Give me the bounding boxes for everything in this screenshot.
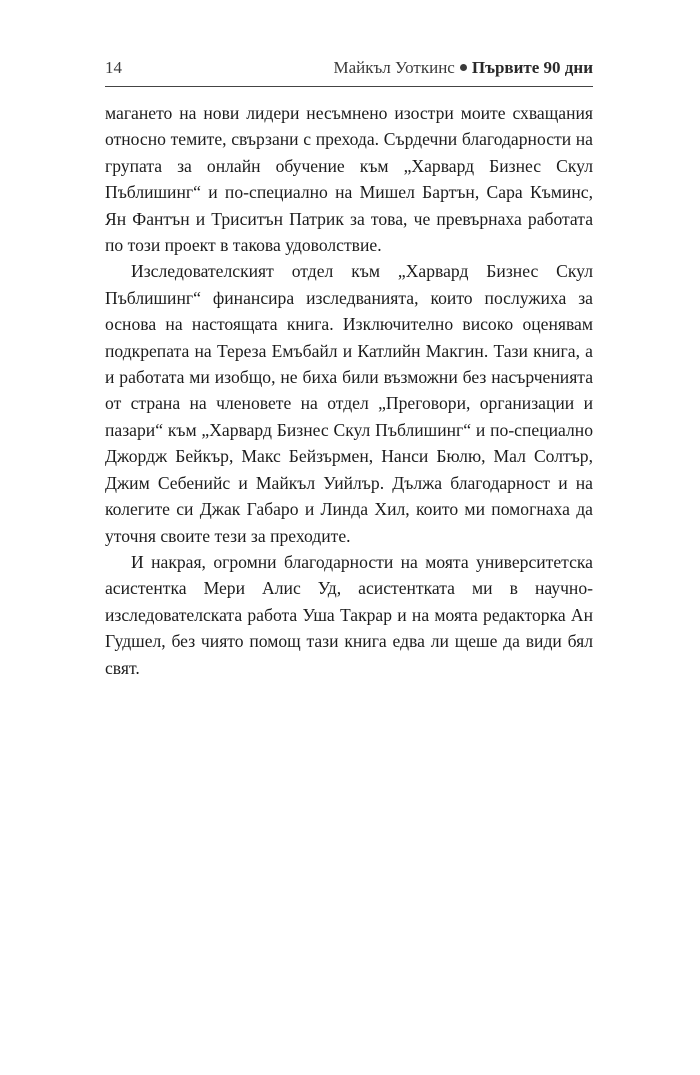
header-author: Майкъл Уоткинс — [333, 58, 455, 77]
paragraph-1: магането на нови лидери несъмнено изостри моите схващания относно темите, свързани с прехода. Сърдечни благодарности на групата за онлайн обучение към „Харвард Бизнес Скул Пъблишинг“ и по-специално на Мишел Бартън, Сара Къминс, Ян Фантън и Триситън Патрик за това, че превърнаха работата по този проект в такова удоволствие. — [105, 103, 593, 256]
header-book-title: Първите 90 дни — [471, 58, 593, 77]
header-rule — [105, 86, 593, 87]
body-text — [105, 100, 593, 681]
paragraph-2: Изследователският отдел към „Харвард Бизнес Скул Пъблишинг“ финансира изследванията, които послужиха за основа на настоящата книга. Изключително високо оценявам подкрепата на Тереза Емъбайл и Катлийн Макгин. Тази книга, а и работата ми изобщо, не биха били възможни без насърченията от страна на членовете на отдел „Преговори, организации и пазари“ към „Харвард Бизнес Скул Пъблишинг“ и по-специално Джордж Бейкър, Макс Бейзърмен, Нанси Бюлю, Мал Солтър, Джим Себенийс и Майкъл Уийлър. Дължа благодарност и на колегите си Джак Габаро и Линда Хил, които ми помогнаха да уточня своите тези за преходите. — [105, 261, 593, 546]
running-header — [105, 58, 593, 82]
page-number: 14 — [105, 58, 122, 77]
bullet-separator-icon — [460, 64, 467, 71]
header-right — [333, 58, 593, 78]
paragraph-3: И накрая, огромни благодарности на моята университетска асистентка Мери Алис Уд, асистентката ми в научно-изследователската работа Уша Такрар и на моята редакторка Ан Гудшел, без чиято помощ тази книга едва ли щеше да види бял свят. — [105, 551, 593, 678]
